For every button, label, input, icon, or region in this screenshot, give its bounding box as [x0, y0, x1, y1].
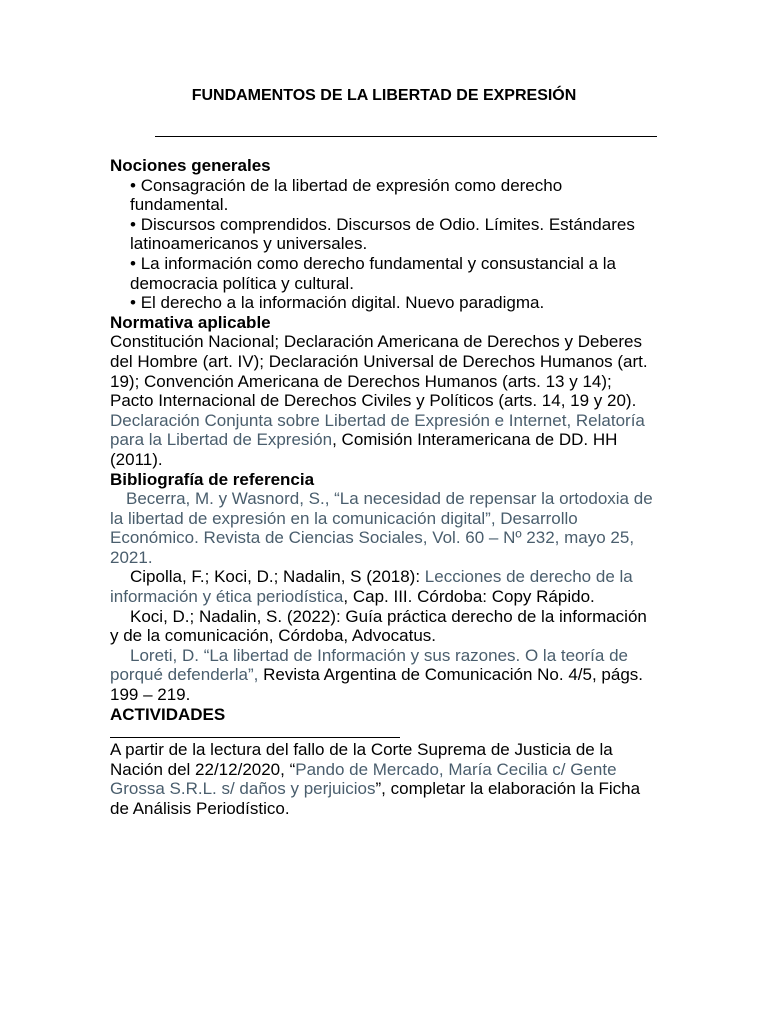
actividades-text: A partir de la lectura del fallo de la Corte Suprema de Justicia de la Nación del 22/12/2020, “ [110, 740, 613, 779]
reference-item [110, 646, 655, 705]
list-item [110, 254, 655, 293]
list-item-text: El derecho a la información digital. Nuevo paradigma. [140, 293, 545, 313]
actividades-underline [110, 737, 400, 738]
actividades-paragraph [110, 740, 655, 818]
list-item [110, 176, 655, 215]
document-body [110, 156, 655, 819]
actividades-text-after: ”, completar la elaboración la Ficha de Análisis Periodístico. [110, 779, 641, 818]
reference-link[interactable]: Becerra, M. y Wasnord, S., “La necesidad de repensar la ortodoxia de la libertad de expresión en la comunicación digital”, Desarrollo Económico. Revista de Ciencias Sociales, Vol. 60 – Nº 232, mayo 25, 2021. [110, 489, 653, 567]
reference-item [110, 567, 655, 606]
normativa-paragraph [110, 332, 655, 469]
list-item [110, 215, 655, 254]
reference-text: Cipolla, F.; Koci, D.; Nadalin, S (2018): [130, 567, 425, 587]
section-heading-actividades: ACTIVIDADES [110, 704, 226, 724]
reference-link[interactable]: Lecciones de derecho de la información y ética periodística [110, 567, 633, 607]
section-heading-bibliografia: Bibliografía de referencia [110, 469, 315, 489]
list-item-text: Consagración de la libertad de expresión como derecho fundamental. [130, 175, 563, 215]
reference-link[interactable]: Loreti, D. “La libertad de Información y sus razones. O la teoría de porqué defenderla”, [110, 645, 628, 685]
bullet-icon: • [130, 214, 136, 234]
title-underline [155, 136, 657, 137]
bullet-icon: • [130, 293, 136, 313]
reference-text: , Cap. III. Córdoba: Copy Rápido. [343, 587, 595, 607]
case-link[interactable]: Pando de Mercado, María Cecilia c/ Gente Grossa S.R.L. s/ daños y perjuicios [110, 759, 617, 799]
normativa-text: Constitución Nacional; Declaración Americana de Derechos y Deberes del Hombre (art. IV); Declaración Universal de Derechos Humanos (art. 19); Convención Americana de Derechos Humanos (arts. 13 y 14); Pacto Internacional de Derechos Civiles y Políticos (arts. 14, 19 y 20). [110, 332, 648, 411]
list-item-text: La información como derecho fundamental y consustancial a la democracia política y cultural. [130, 253, 617, 293]
reference-item [110, 489, 655, 567]
normativa-link[interactable]: Declaración Conjunta sobre Libertad de Expresión e Internet, Relatoría para la Libertad de Expresión [110, 410, 645, 450]
reference-text: Koci, D.; Nadalin, S. (2022): Guía práctica derecho de la información y de la comunicación, Córdoba, Advocatus. [110, 606, 647, 646]
list-item [110, 293, 655, 313]
reference-item [110, 607, 655, 646]
reference-text: Revista Argentina de Comunicación No. 4/5, págs. 199 – 219. [110, 665, 643, 705]
bullet-icon: • [130, 175, 136, 195]
page-title: FUNDAMENTOS DE LA LIBERTAD DE EXPRESIÓN [191, 87, 577, 104]
bullet-icon: • [130, 253, 136, 273]
normativa-text-after: , Comisión Interamericana de DD. HH (2011). [110, 430, 618, 469]
list-item-text: Discursos comprendidos. Discursos de Odio. Límites. Estándares latinoamericanos y universales. [130, 214, 635, 254]
section-heading-normativa: Normativa aplicable [110, 312, 271, 332]
section-heading-nociones: Nociones generales [110, 156, 271, 175]
